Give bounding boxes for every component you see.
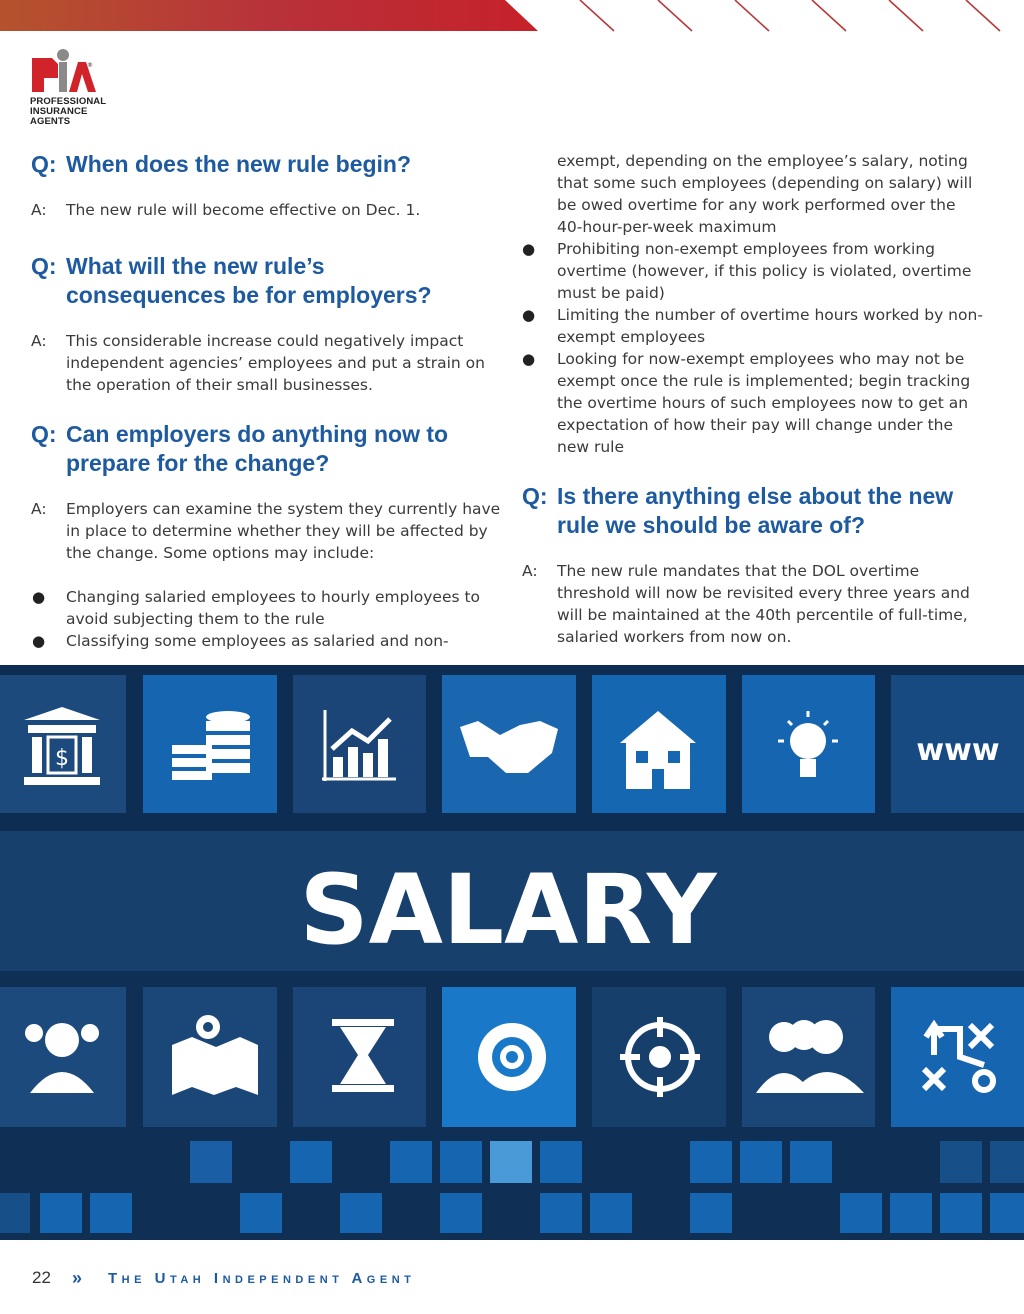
question-tag: Q: xyxy=(522,483,548,509)
question-tag: Q: xyxy=(31,421,57,447)
answer-tag: A: xyxy=(31,500,47,518)
answer-text: the change. Some options may include: xyxy=(66,544,375,562)
bullet-text: Limiting the number of overtime hours worked by non- xyxy=(557,306,983,324)
dollar-sign: $ xyxy=(55,746,69,771)
header-accent-bar xyxy=(0,0,1024,34)
question-text: prepare for the change? xyxy=(66,450,330,476)
answer-text: salaried workers from now on. xyxy=(557,628,792,646)
question-text: Is there anything else about the new xyxy=(557,483,954,509)
salary-word: SALARY xyxy=(299,854,717,966)
answer-text: the operation of their small businesses. xyxy=(66,376,373,394)
bullet-text: Prohibiting non-exempt employees from working xyxy=(557,240,935,258)
bullet-dot: ● xyxy=(522,306,536,324)
logo-line: INSURANCE xyxy=(30,106,88,117)
bullet-text: expectation of how their pay will change under the xyxy=(557,416,954,434)
logo-line: PROFESSIONAL xyxy=(30,96,107,107)
answer-text: independent agencies’ employees and put a strain on xyxy=(66,354,485,372)
logo-wordmark xyxy=(30,97,120,127)
answer-tag: A: xyxy=(522,562,538,580)
answer-tag: A: xyxy=(31,332,47,350)
continued-text: exempt, depending on the employee’s salary, noting xyxy=(557,152,968,170)
bullet-dot: ● xyxy=(522,350,536,368)
bullet-text: the overtime hours of such employees now to get an xyxy=(557,394,969,412)
question-text: consequences be for employers? xyxy=(66,282,432,308)
continued-text: that some such employees (depending on salary) will xyxy=(557,174,973,192)
bullet-text: exempt once the rule is implemented; begin tracking xyxy=(557,372,971,390)
bullet-dot: ● xyxy=(32,632,46,650)
pia-logo xyxy=(30,48,110,98)
bullet-text: Classifying some employees as salaried and non- xyxy=(66,632,449,650)
gear-icon xyxy=(478,1023,546,1091)
registered-mark: ® xyxy=(87,62,93,69)
bullet-dot: ● xyxy=(32,588,46,606)
answer-text: The new rule will become effective on Dec. 1. xyxy=(66,201,421,219)
logo-line: AGENTS xyxy=(30,116,71,127)
answer-text: Employers can examine the system they currently have xyxy=(66,500,501,518)
www-icon: www xyxy=(916,733,1000,768)
bullet-dot: ● xyxy=(522,240,536,258)
question-text: When does the new rule begin? xyxy=(66,151,412,177)
answer-text: The new rule mandates that the DOL overtime xyxy=(557,562,920,580)
answer-text: This considerable increase could negatively impact xyxy=(66,332,464,350)
question-text: rule we should be aware of? xyxy=(557,512,866,538)
bullet-text: must be paid) xyxy=(557,284,665,302)
question-text: Can employers do anything now to xyxy=(66,421,449,447)
bullet-text: avoid subjecting them to the rule xyxy=(66,610,325,628)
bullet-text: Looking for now-exempt employees who may not be xyxy=(557,350,965,368)
footer-chevron-icon: » xyxy=(72,1268,83,1288)
salary-hero-image xyxy=(0,665,1024,1240)
question-tag: Q: xyxy=(31,151,57,177)
bullet-text: overtime (however, if this policy is violated, overtime xyxy=(557,262,972,280)
question-text: What will the new rule’s xyxy=(66,253,325,279)
answer-tag: A: xyxy=(31,201,47,219)
bullet-text: new rule xyxy=(557,438,625,456)
question-tag: Q: xyxy=(31,253,57,279)
answer-text: will be maintained at the 40th percentile of full-time, xyxy=(557,606,968,624)
publication-title: The Utah Independent Agent xyxy=(108,1270,416,1287)
continued-text: be owed overtime for any work performed over the xyxy=(557,196,956,214)
answer-text: threshold will now be revisited every three years and xyxy=(557,584,970,602)
answer-text: in place to determine whether they will be affected by xyxy=(66,522,488,540)
continued-text: 40-hour-per-week maximum xyxy=(557,218,777,236)
bullet-text: exempt employees xyxy=(557,328,706,346)
page-number: 22 xyxy=(32,1268,51,1287)
bullet-text: Changing salaried employees to hourly employees to xyxy=(66,588,481,606)
